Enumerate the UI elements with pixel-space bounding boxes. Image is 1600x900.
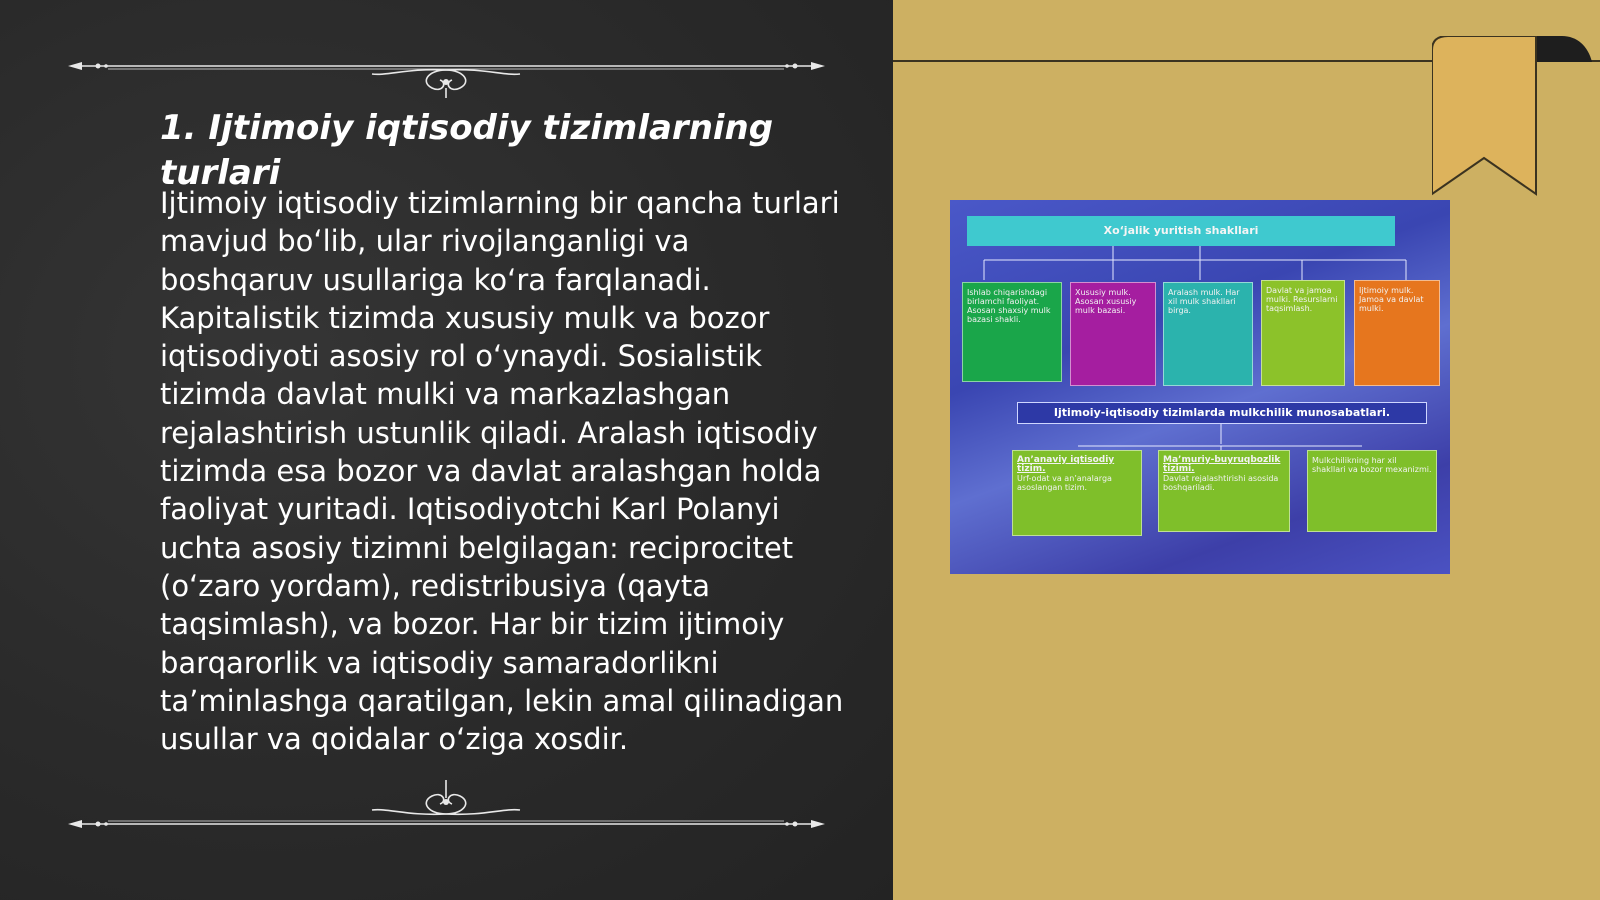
slide-title: 1. Ijtimoiy iqtisodiy tizimlarning turlari [160, 108, 774, 193]
diagram-box-5 [1354, 280, 1440, 386]
top-ornament [68, 38, 825, 98]
diagram-bottom-box-3-text: Mulkchilikning har xil shakllari va bozor mexanizmi. [1312, 456, 1432, 474]
diagram-image [950, 200, 1450, 574]
diagram-mid-label: Ijtimoiy-iqtisodiy tizimlarda mulkchilik munosabatlari. [1017, 402, 1427, 424]
diagram-box-3 [1163, 282, 1253, 386]
diagram-bottom-box-1 [1012, 450, 1142, 536]
diagram-box-2 [1070, 282, 1156, 386]
diagram-box-1 [962, 282, 1062, 382]
diagram-bottom-box-1-text: Urf-odat va an’analarga asoslangan tizim. [1017, 474, 1112, 492]
diagram-box-2-text: Xususiy mulk. Asosan xususiy mulk bazasi. [1075, 288, 1137, 315]
diagram-bottom-box-3 [1307, 450, 1437, 532]
diagram-bottom-box-2 [1158, 450, 1290, 532]
diagram-bottom-box-2-text: Davlat rejalashtirishi asosida boshqariladi. [1163, 474, 1279, 492]
diagram-box-1-text: Ishlab chiqarishdagi birlamchi faoliyat. Asosan shaxsiy mulk bazasi shakli. [967, 288, 1051, 324]
diagram-bottom-box-2-heading: Ma’muriy-buyruqbozlik tizimi. [1163, 455, 1281, 474]
diagram-top-label: Xo‘jalik yuritish shakllari [967, 216, 1395, 246]
bookmark-icon [1432, 36, 1592, 200]
diagram-box-4 [1261, 280, 1345, 386]
diagram-bottom-box-1-heading: An’anaviy iqtisodiy tizim. [1017, 455, 1115, 474]
diagram-box-3-text: Aralash mulk. Har xil mulk shakllari birga. [1168, 288, 1240, 315]
diagram-box-4-text: Davlat va jamoa mulki. Resurslarni taqsimlash. [1266, 286, 1338, 313]
bottom-ornament [68, 778, 825, 838]
slide-body-text: Ijtimoiy iqtisodiy tizimlarning bir qancha turlari mavjud bo‘lib, ular rivojlanganligi va boshqaruv usullariga ko‘ra farqlanadi. Kapitalistik tizimda xususiy mulk va bozor iqtisodiyoti asosiy rol o‘ynaydi. Sosialistik tizimda davlat mulki va markazlashgan rejalashtirish ustunlik qiladi. Aralash iqtisodiy tizimda esa bozor va davlat aralashgan holda faoliyat yuritadi. Iqtisodiyotchi Karl Polanyi uchta asosiy tizimni belgilagan: reciprocitet (o‘zaro yordam), redistribusiya (qayta taqsimlash), va bozor. Har bir tizim ijtimoiy barqarorlik va iqtisodiy samaradorlikni ta’minlashga qaratilgan, lekin amal qilinadigan usullar va qoidalar o‘ziga xosdir. [160, 186, 844, 757]
diagram-box-5-text: Ijtimoiy mulk. Jamoa va davlat mulki. [1359, 286, 1424, 313]
